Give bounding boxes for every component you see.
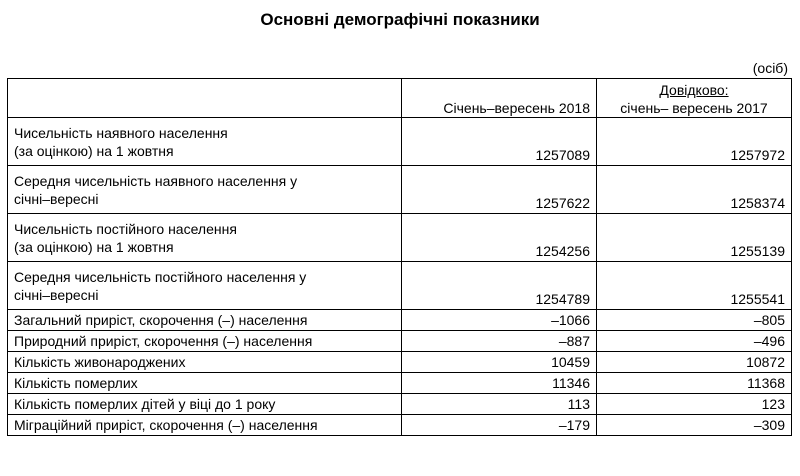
page-title: Основні демографічні показники (260, 10, 540, 29)
value-2018: 11346 (402, 373, 597, 394)
row-label: Природний приріст, скорочення (–) населення (8, 331, 402, 352)
table-row (8, 214, 792, 262)
table-row (8, 262, 792, 310)
table-header-row (8, 79, 792, 118)
row-label (8, 118, 402, 166)
value-2017: 11368 (597, 373, 792, 394)
row-label (8, 166, 402, 214)
table-row (8, 331, 792, 352)
header-reference-label: Довідково: (659, 82, 729, 98)
value-2017: 1258374 (597, 166, 792, 214)
row-label-line: (за оцінкою) на 1 жовтня (14, 238, 174, 255)
table-row (8, 310, 792, 331)
row-label-line: Середня чисельність наявного населення у (14, 172, 298, 189)
row-label (8, 262, 402, 310)
header-2018: Січень–вересень 2018 (402, 79, 597, 118)
value-2018: –179 (402, 415, 597, 436)
value-2017: 1255139 (597, 214, 792, 262)
row-label-line: (за оцінкою) на 1 жовтня (14, 142, 174, 159)
value-2017: –309 (597, 415, 792, 436)
row-label (8, 214, 402, 262)
value-2017: –805 (597, 310, 792, 331)
header-2017 (597, 79, 792, 118)
value-2018: 10459 (402, 352, 597, 373)
value-2017: 123 (597, 394, 792, 415)
table-row (8, 394, 792, 415)
value-2018: 1257622 (402, 166, 597, 214)
table-row (8, 352, 792, 373)
value-2017: 1257972 (597, 118, 792, 166)
table-row (8, 118, 792, 166)
row-label: Міграційний приріст, скорочення (–) населення (8, 415, 402, 436)
header-reference-period: січень– вересень 2017 (620, 100, 768, 116)
value-2017: –496 (597, 331, 792, 352)
row-label-line: Чисельність постійного населення (14, 220, 237, 237)
value-2018: 1254789 (402, 262, 597, 310)
row-label: Кількість живонароджених (8, 352, 402, 373)
value-2018: –1066 (402, 310, 597, 331)
row-label-line: Середня чисельність постійного населення у (14, 268, 307, 285)
row-label-line: січні–вересні (14, 190, 99, 207)
value-2017: 10872 (597, 352, 792, 373)
value-2018: 113 (402, 394, 597, 415)
row-label-line: січні–вересні (14, 286, 99, 303)
row-label: Кількість померлих (8, 373, 402, 394)
value-2018: –887 (402, 331, 597, 352)
header-blank-cell (8, 79, 402, 118)
table-row (8, 166, 792, 214)
demographics-table (7, 78, 792, 436)
row-label: Загальний приріст, скорочення (–) населення (8, 310, 402, 331)
table-row (8, 373, 792, 394)
value-2018: 1254256 (402, 214, 597, 262)
table-row (8, 415, 792, 436)
row-label-line: Чисельність наявного населення (14, 124, 228, 141)
value-2018: 1257089 (402, 118, 597, 166)
value-2017: 1255541 (597, 262, 792, 310)
row-label: Кількість померлих дітей у віці до 1 року (8, 394, 402, 415)
units-note: (осіб) (752, 60, 788, 76)
